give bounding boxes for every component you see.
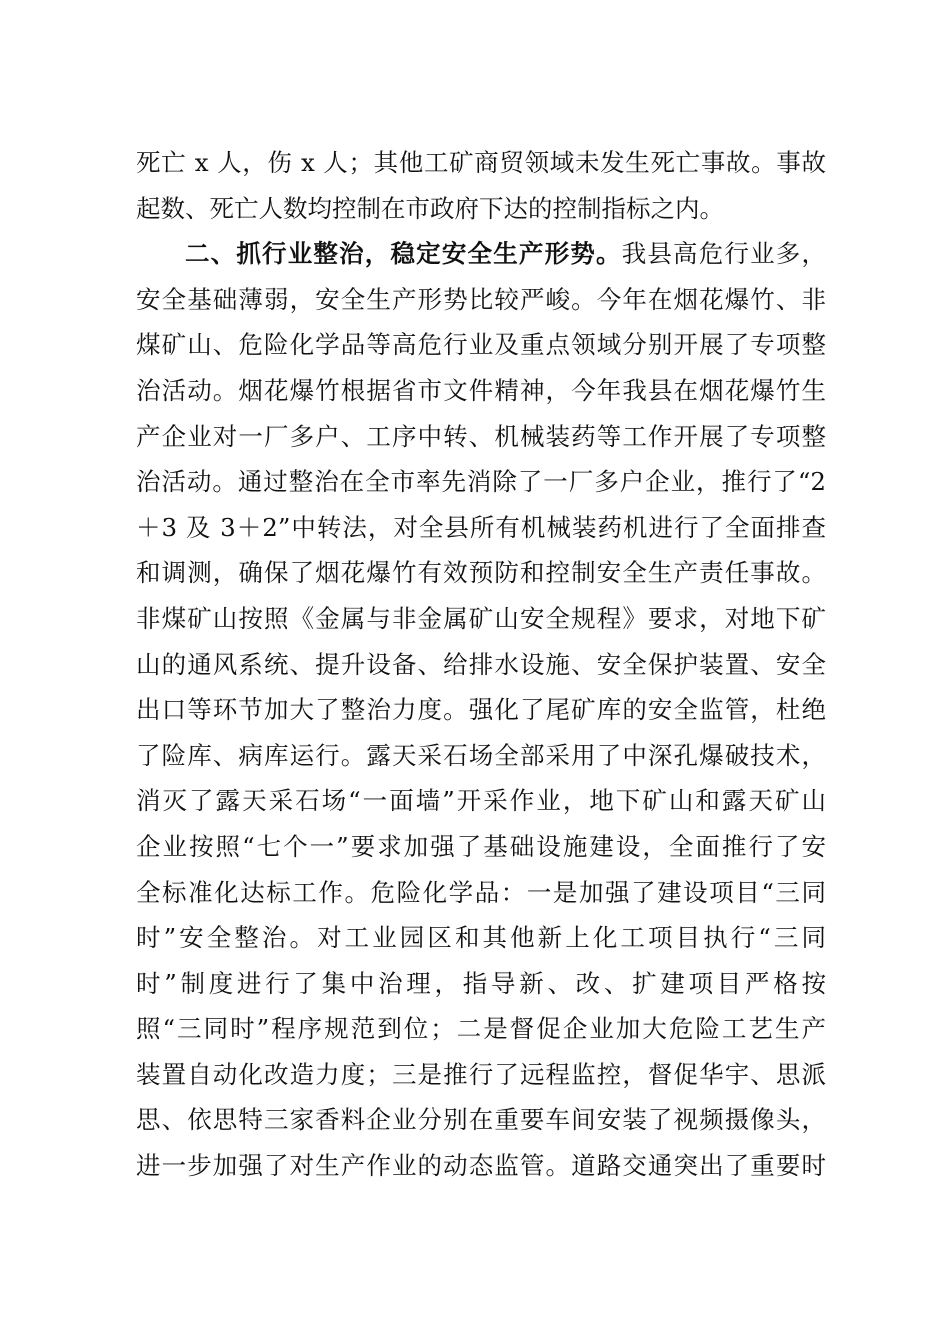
text-line: 全标准化达标工作。危险化学品：一是加强了建设项目“三同 [136,877,826,907]
text-line: 山的通风系统、提升设备、给排水设施、安全保护装置、安全 [136,649,826,679]
text-line: 思、依思特三家香料企业分别在重要车间安装了视频摄像头， [136,1105,826,1135]
text-line: 和调测，确保了烟花爆竹有效预防和控制安全生产责任事故。 [136,558,826,588]
text-line: 非煤矿山按照《金属与非金属矿山安全规程》要求，对地下矿 [136,603,826,633]
text-line: 消灭了露天采石场“一面墙”开采作业，地下矿山和露天矿山 [136,786,826,816]
text-line: 进一步加强了对生产作业的动态监管。道路交通突出了重要时 [136,1151,826,1181]
text-line: 起数、死亡人数均控制在市政府下达的控制指标之内。 [136,193,724,223]
text-line: 死亡 x 人，伤 x 人；其他工矿商贸领域未发生死亡事故。事故 [136,148,826,177]
text-line: 治活动。烟花爆竹根据省市文件精神，今年我县在烟花爆竹生 [136,375,826,405]
text-line: 企业按照“七个一”要求加强了基础设施建设，全面推行了安 [136,831,826,861]
text-line: ＋3 及 3＋2”中转法，对全县所有机械装药机进行了全面排查 [136,512,826,542]
text-line: 产企业对一厂多户、工序中转、机械装药等工作开展了专项整 [136,421,826,451]
section-heading-line [136,231,826,277]
text-line: 照“三同时”程序规范到位；二是督促企业加大危险工艺生产 [136,1014,826,1044]
text-line: 治活动。通过整治在全市率先消除了一厂多户企业，推行了“2 [136,467,826,497]
text-line: 煤矿山、危险化学品等高危行业及重点领域分别开展了专项整 [136,330,826,360]
text-line: 时”安全整治。对工业园区和其他新上化工项目执行“三同 [136,923,826,953]
text-line: 时”制度进行了集中治理，指导新、改、扩建项目严格按 [136,968,826,998]
section-heading: 二、抓行业整治，稳定安全生产形势。 [185,239,622,269]
text-line: 了险库、病库运行。露天采石场全部采用了中深孔爆破技术， [136,740,826,770]
text-line: 装置自动化改造力度；三是推行了远程监控，督促华宇、思派 [136,1059,826,1089]
text-line: 安全基础薄弱，安全生产形势比较严峻。今年在烟花爆竹、非 [136,284,826,314]
document-body [136,140,826,1189]
section-lead-text: 我县高危行业多， [621,239,826,269]
text-line: 出口等环节加大了整治力度。强化了尾矿库的安全监管，杜绝 [136,695,826,725]
